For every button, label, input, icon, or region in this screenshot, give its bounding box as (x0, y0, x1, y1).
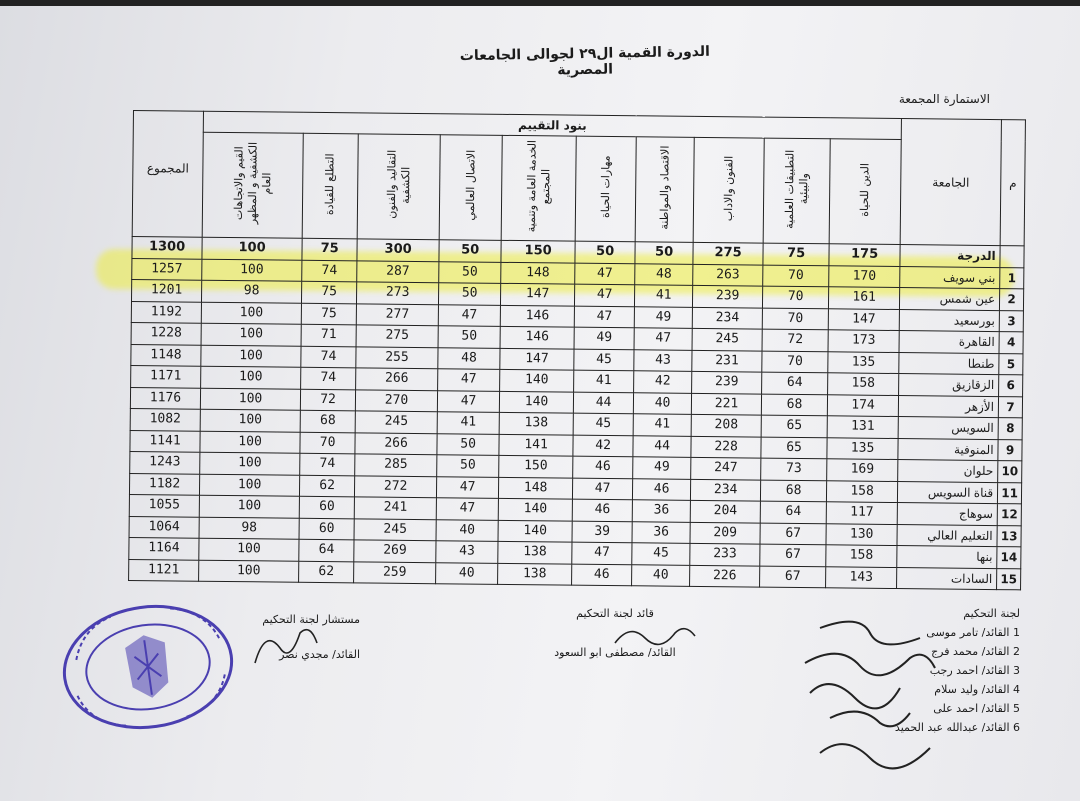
max-score-cell: 75 (302, 238, 357, 260)
row-index: 15 (997, 568, 1021, 590)
index-cell (1000, 246, 1024, 268)
score-cell: 150 (499, 455, 573, 477)
score-cell: 41 (633, 414, 691, 436)
score-cell: 41 (574, 370, 634, 392)
university-name: السويس (898, 417, 998, 440)
score-cell: 45 (573, 413, 633, 435)
committee-member: القائد/ مصطفى ابو السعود (554, 646, 676, 659)
score-cell: 68 (761, 480, 827, 502)
total-cell: 1243 (130, 451, 200, 473)
score-cell: 131 (827, 416, 898, 438)
score-cell: 161 (829, 287, 900, 309)
score-cell: 209 (690, 522, 760, 544)
score-cell: 135 (828, 351, 899, 373)
score-cell: 72 (300, 389, 355, 411)
score-cell: 64 (760, 501, 826, 523)
score-cell: 62 (299, 561, 354, 583)
score-cell: 65 (761, 437, 827, 459)
total-cell: 1164 (129, 537, 199, 559)
score-cell: 70 (762, 308, 828, 330)
score-cell: 231 (692, 350, 762, 372)
score-cell: 68 (300, 410, 355, 432)
score-cell: 263 (693, 264, 763, 286)
committee-member: 1 القائد/ تامر موسى (926, 626, 1020, 639)
total-cell: 1201 (131, 279, 201, 301)
score-cell: 47 (572, 542, 632, 564)
row-index: 6 (999, 375, 1023, 397)
score-cell: 100 (200, 409, 300, 432)
top-edge-bar (0, 0, 1080, 6)
committee-title: مستشار لجنة التحكيم (262, 613, 360, 626)
score-cell: 70 (762, 351, 828, 373)
university-name: بني سويف (900, 266, 1000, 289)
max-score-cell: 275 (693, 242, 763, 264)
score-cell: 140 (498, 498, 572, 520)
score-cell: 74 (301, 346, 356, 368)
score-cell: 74 (302, 260, 357, 282)
score-cell: 47 (438, 369, 500, 391)
score-cell: 70 (763, 286, 829, 308)
score-cell: 47 (437, 476, 499, 498)
university-name: طنطا (899, 352, 999, 375)
score-cell: 245 (692, 328, 762, 350)
score-cell: 147 (501, 283, 575, 305)
score-cell: 49 (574, 327, 634, 349)
row-index: 9 (998, 439, 1022, 461)
total-cell: 1121 (129, 559, 199, 581)
row-index: 1 (1000, 267, 1024, 289)
official-seal-stamp (50, 588, 247, 746)
score-cell: 275 (356, 325, 438, 347)
total-header: المجموع (132, 111, 203, 238)
total-cell: 1171 (131, 365, 201, 387)
score-cell: 100 (200, 452, 300, 475)
committee-member: 6 القائد/ عبدالله عبد الحميد (894, 721, 1020, 734)
score-cell: 158 (828, 373, 899, 395)
score-cell: 75 (301, 303, 356, 325)
score-cell: 245 (354, 518, 436, 540)
score-cell: 47 (436, 498, 498, 520)
score-cell: 98 (201, 280, 301, 303)
score-cell: 65 (761, 415, 827, 437)
score-cell: 68 (761, 394, 827, 416)
score-cell: 141 (499, 434, 573, 456)
row-index: 11 (998, 482, 1022, 504)
committee-member: 2 القائد/ محمد فرج (931, 645, 1020, 658)
score-cell: 62 (300, 475, 355, 497)
score-cell: 174 (827, 394, 898, 416)
score-cell: 277 (356, 303, 438, 325)
score-cell: 67 (760, 566, 826, 588)
score-cell: 117 (826, 502, 897, 524)
score-cell: 40 (436, 519, 498, 541)
score-cell: 67 (760, 544, 826, 566)
score-cell: 138 (499, 412, 573, 434)
score-cell: 42 (634, 371, 692, 393)
criteria-header: الدين للحياة (829, 139, 901, 245)
score-cell: 173 (828, 330, 899, 352)
score-cell: 100 (199, 495, 299, 518)
score-cell: 50 (437, 433, 499, 455)
row-index: 5 (999, 353, 1023, 375)
row-index: 13 (997, 525, 1021, 547)
score-cell: 234 (692, 307, 762, 329)
score-cell: 40 (633, 392, 691, 414)
university-name: عين شمس (900, 288, 1000, 311)
score-cell: 158 (826, 545, 897, 567)
max-score-cell: 50 (635, 242, 693, 264)
score-cell: 49 (633, 457, 691, 479)
score-cell: 46 (572, 564, 632, 586)
score-cell: 285 (355, 454, 437, 476)
score-cell: 46 (633, 478, 691, 500)
score-cell: 41 (437, 412, 499, 434)
score-cell: 221 (691, 393, 761, 415)
score-cell: 64 (299, 539, 354, 561)
committee-member: 3 القائد/ احمد رجب (929, 664, 1020, 677)
criteria-header: التقاليد والفنون الكشفية (357, 134, 440, 240)
score-cell: 148 (501, 262, 575, 284)
criteria-header: الفنون والاداب (693, 137, 764, 243)
criteria-header: القيم والاتجاهات الكشفية و المظهر العام (202, 132, 303, 238)
committee-signatures (800, 608, 940, 778)
university-name: الأزهر (898, 395, 998, 418)
score-cell: 140 (498, 520, 572, 542)
max-score-cell: 150 (501, 240, 575, 262)
criteria-header: الاتصال العالمي (439, 135, 502, 241)
score-cell: 46 (573, 456, 633, 478)
score-cell: 255 (356, 346, 438, 368)
score-cell: 45 (632, 543, 690, 565)
score-cell: 70 (300, 432, 355, 454)
row-index: 4 (999, 332, 1023, 354)
score-cell: 100 (199, 474, 299, 497)
score-cell: 247 (691, 457, 761, 479)
score-cell: 146 (500, 305, 574, 327)
score-cell: 70 (763, 265, 829, 287)
row-index: 3 (999, 310, 1023, 332)
score-cell: 147 (500, 348, 574, 370)
max-score-cell: 300 (357, 239, 439, 261)
score-cell: 49 (634, 306, 692, 328)
score-cell: 36 (632, 500, 690, 522)
max-score-cell: 175 (829, 244, 900, 266)
score-cell: 100 (201, 366, 301, 389)
score-cell: 130 (826, 523, 897, 545)
committee-title: قائد لجنة التحكيم (576, 607, 654, 620)
page-title: الدورة القمية ال٢٩ لجوالى الجامعات المصرية (459, 43, 711, 79)
score-cell: 98 (199, 517, 299, 540)
score-cell: 40 (436, 562, 498, 584)
score-cell: 100 (200, 431, 300, 454)
max-score-cell: 50 (439, 240, 501, 262)
score-cell: 234 (691, 479, 761, 501)
score-cell: 259 (354, 561, 436, 583)
results-table-wrapper (128, 110, 1025, 590)
score-cell: 204 (690, 500, 760, 522)
score-cell: 67 (760, 523, 826, 545)
max-score-cell: 100 (202, 237, 302, 260)
score-cell: 74 (300, 453, 355, 475)
score-cell: 71 (301, 324, 356, 346)
score-cell: 74 (301, 367, 356, 389)
score-cell: 287 (357, 260, 439, 282)
results-table (128, 110, 1026, 590)
committee-member: القائد/ مجدي نصر (279, 648, 360, 661)
score-cell: 148 (499, 477, 573, 499)
score-cell: 47 (575, 263, 635, 285)
score-cell: 239 (692, 371, 762, 393)
university-name: بنها (897, 546, 997, 569)
score-cell: 269 (354, 540, 436, 562)
score-cell: 100 (202, 259, 302, 282)
score-cell: 42 (573, 435, 633, 457)
university-name: القاهرة (899, 331, 999, 354)
score-cell: 47 (574, 306, 634, 328)
max-score-cell: 50 (575, 241, 635, 263)
row-index: 10 (998, 461, 1022, 483)
criteria-header: التطلع للقيادة (302, 133, 358, 239)
score-cell: 239 (693, 285, 763, 307)
score-cell: 48 (438, 347, 500, 369)
score-cell: 140 (499, 391, 573, 413)
score-cell: 47 (437, 390, 499, 412)
score-cell: 273 (357, 282, 439, 304)
university-name: السادات (897, 567, 997, 590)
score-cell: 75 (302, 281, 357, 303)
row-index: 14 (997, 547, 1021, 569)
score-cell: 60 (299, 496, 354, 518)
score-cell: 47 (575, 284, 635, 306)
score-cell: 143 (826, 566, 897, 588)
university-name: قناة السويس (898, 481, 998, 504)
index-header: م (1000, 120, 1025, 246)
total-cell: 1176 (130, 387, 200, 409)
score-cell: 208 (691, 414, 761, 436)
row-index: 12 (997, 504, 1021, 526)
score-cell: 100 (201, 302, 301, 325)
university-name: حلوان (898, 460, 998, 483)
score-cell: 41 (635, 285, 693, 307)
criteria-group-header: بنود التقييم (203, 111, 901, 139)
center-signature (610, 618, 700, 658)
score-cell: 48 (635, 263, 693, 285)
score-cell: 64 (762, 372, 828, 394)
total-cell: 1064 (129, 516, 199, 538)
university-name: الزقازيق (899, 374, 999, 397)
left-signature (245, 618, 325, 673)
form-label: الاستمارة المجمعة (898, 92, 990, 106)
score-cell: 39 (572, 521, 632, 543)
score-cell: 147 (828, 308, 899, 330)
score-cell: 100 (201, 345, 301, 368)
score-cell: 72 (762, 329, 828, 351)
criteria-header: التطبيقات العلمية والبيئية (763, 138, 830, 244)
score-cell: 270 (355, 389, 437, 411)
score-cell: 100 (199, 560, 299, 583)
score-cell: 44 (573, 392, 633, 414)
score-cell: 233 (690, 543, 760, 565)
committee-member: 4 القائد/ وليد سلام (934, 683, 1020, 696)
score-cell: 43 (436, 541, 498, 563)
committee-title: لجنة التحكيم (963, 607, 1020, 620)
score-cell: 44 (633, 435, 691, 457)
score-cell: 266 (356, 368, 438, 390)
total-cell: 1192 (131, 301, 201, 323)
results-table-body (129, 236, 1025, 589)
total-cell: 1182 (129, 473, 199, 495)
row-index: 7 (998, 396, 1022, 418)
score-cell: 50 (439, 261, 501, 283)
max-score-label: الدرجة (900, 245, 1000, 268)
score-cell: 100 (200, 388, 300, 411)
row-index: 8 (998, 418, 1022, 440)
score-cell: 138 (498, 541, 572, 563)
score-cell: 241 (354, 497, 436, 519)
score-cell: 146 (500, 326, 574, 348)
score-cell: 43 (634, 349, 692, 371)
score-cell: 169 (827, 459, 898, 481)
score-cell: 50 (438, 326, 500, 348)
score-cell: 47 (634, 328, 692, 350)
score-cell: 46 (572, 499, 632, 521)
score-cell: 47 (438, 304, 500, 326)
university-name: التعليم العالي (897, 524, 997, 547)
score-cell: 36 (632, 521, 690, 543)
total-cell: 1082 (130, 408, 200, 430)
score-cell: 73 (761, 458, 827, 480)
criteria-header: مهارات الحياة (575, 136, 636, 242)
max-score-cell: 75 (763, 243, 829, 265)
criteria-header: الاقتصاد والمواطنة (635, 137, 694, 243)
score-cell: 100 (201, 323, 301, 346)
score-cell: 50 (437, 455, 499, 477)
max-total-cell: 1300 (132, 236, 202, 258)
total-cell: 1148 (131, 344, 201, 366)
score-cell: 45 (574, 349, 634, 371)
score-cell: 272 (355, 475, 437, 497)
score-cell: 228 (691, 436, 761, 458)
total-cell: 1055 (129, 494, 199, 516)
score-cell: 266 (355, 432, 437, 454)
university-name: المنوفية (898, 438, 998, 461)
score-cell: 100 (199, 538, 299, 561)
score-cell: 135 (827, 437, 898, 459)
score-cell: 138 (498, 563, 572, 585)
university-name: سوهاج (897, 503, 997, 526)
university-header: الجامعة (900, 119, 1001, 246)
total-cell: 1141 (130, 430, 200, 452)
score-cell: 245 (355, 411, 437, 433)
score-cell: 158 (827, 480, 898, 502)
committee-member: 5 القائد/ احمد على (933, 702, 1020, 715)
total-cell: 1257 (132, 258, 202, 280)
score-cell: 140 (500, 369, 574, 391)
university-name: بورسعيد (899, 309, 999, 332)
score-cell: 47 (573, 478, 633, 500)
total-cell: 1228 (131, 322, 201, 344)
score-cell: 60 (299, 518, 354, 540)
score-cell: 50 (439, 283, 501, 305)
criteria-header: الخدمة العامة وتنمية المجتمع (501, 135, 576, 241)
score-cell: 226 (690, 565, 760, 587)
score-cell: 40 (632, 564, 690, 586)
row-index: 2 (1000, 289, 1024, 311)
score-cell: 170 (829, 265, 900, 287)
